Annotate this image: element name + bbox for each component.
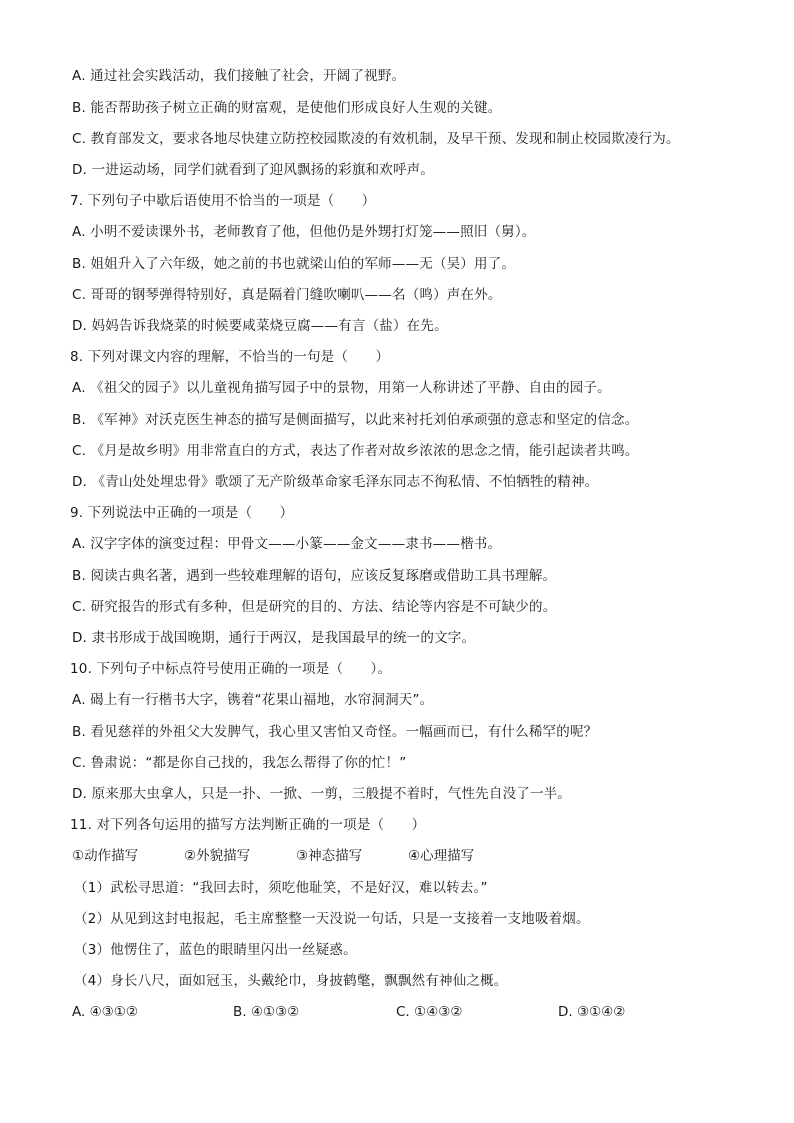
q7-option-d: D. 妈妈告诉我烧菜的时候要咸菜烧豆腐——有言（盐）在先。 bbox=[72, 318, 448, 334]
q6-option-b: B. 能否帮助孩子树立正确的财富观，是使他们形成良好人生观的关键。 bbox=[72, 100, 502, 116]
q9-option-a: A. 汉字字体的演变过程：甲骨文——小篆——金文——隶书——楷书。 bbox=[72, 536, 502, 552]
q11-stem: 11. 对下列各句运用的描写方法判断正确的一项是（ ） bbox=[70, 817, 426, 833]
q10-option-c: C. 鲁肃说：“都是你自己找的，我怎么帮得了你的忙！” bbox=[72, 755, 407, 771]
q11-sentence-1: （1）武松寻思道：“我回去时，须吃他耻笑，不是好汉，难以转去。” bbox=[74, 880, 488, 896]
q6-option-c: C. 教育部发文，要求各地尽快建立防控校园欺凌的有效机制，及早干预、发现和制止校园欺凌行为。 bbox=[72, 131, 680, 147]
q8-option-b: B. 《军神》对沃克医生神态的描写是侧面描写，以此来衬托刘伯承顽强的意志和坚定的信念。 bbox=[72, 412, 639, 428]
q10-option-b: B. 看见慈祥的外祖父大发脾气，我心里又害怕又奇怪。一幅画而已，有什么稀罕的呢？ bbox=[72, 724, 598, 740]
q11-choice-a: A. ④③①② bbox=[72, 1004, 138, 1020]
q10-option-a: A. 碣上有一行楷书大字，镌着“花果山福地，水帘洞洞天”。 bbox=[72, 692, 434, 708]
q10-option-d: D. 原来那大虫拿人，只是一扑、一掀、一剪，三般提不着时，气性先自没了一半。 bbox=[72, 786, 572, 802]
q6-option-a: A. 通过社会实践活动，我们接触了社会，开阔了视野。 bbox=[72, 68, 406, 84]
q7-stem: 7. 下列句子中歇后语使用不恰当的一项是（ ） bbox=[70, 193, 376, 209]
q11-sentence-3: （3）他愣住了，蓝色的眼睛里闪出一丝疑惑。 bbox=[74, 942, 357, 958]
q8-option-c: C. 《月是故乡明》用非常直白的方式，表达了作者对故乡浓浓的思念之情，能引起读者共鸣。 bbox=[72, 443, 639, 459]
q7-option-b: B. 姐姐升入了六年级，她之前的书也就梁山伯的军师——无（吴）用了。 bbox=[72, 256, 516, 272]
q9-option-c: C. 研究报告的形式有多种，但是研究的目的、方法、结论等内容是不可缺少的。 bbox=[72, 599, 557, 615]
q7-option-a: A. 小明不爱读课外书，老师教育了他，但他仍是外甥打灯笼——照旧（舅）。 bbox=[72, 224, 536, 240]
q11-choice-d: D. ③①④② bbox=[558, 1004, 626, 1020]
q8-option-a: A. 《祖父的园子》以儿童视角描写园子中的景物，用第一人称讲述了平静、自由的园子。 bbox=[72, 380, 611, 396]
q9-option-d: D. 隶书形成于战国晚期，通行于两汉，是我国最早的统一的文字。 bbox=[72, 630, 476, 646]
q6-option-d: D. 一进运动场，同学们就看到了迎风飘扬的彩旗和欢呼声。 bbox=[72, 162, 435, 178]
q9-stem: 9. 下列说法中正确的一项是（ ） bbox=[70, 505, 294, 521]
q11-method-2: ②外貌描写 bbox=[184, 848, 251, 864]
q8-stem: 8. 下列对课文内容的理解，不恰当的一句是（ ） bbox=[70, 349, 390, 365]
q11-sentence-4: （4）身长八尺，面如冠玉，头戴纶巾，身披鹤氅，飘飘然有神仙之概。 bbox=[74, 973, 508, 989]
q11-method-3: ③神态描写 bbox=[296, 848, 363, 864]
q11-method-4: ④心理描写 bbox=[408, 848, 475, 864]
q7-option-c: C. 哥哥的钢琴弹得特别好，真是隔着门缝吹喇叭——名（鸣）声在外。 bbox=[72, 287, 502, 303]
q10-stem: 10. 下列句子中标点符号使用正确的一项是（ ）。 bbox=[70, 661, 392, 677]
q11-choice-b: B. ④①③② bbox=[233, 1004, 300, 1020]
q11-sentence-2: （2）从见到这封电报起，毛主席整整一天没说一句话，只是一支接着一支地吸着烟。 bbox=[74, 911, 590, 927]
q11-method-1: ①动作描写 bbox=[72, 848, 139, 864]
q9-option-b: B. 阅读古典名著，遇到一些较难理解的语句，应该反复琢磨或借助工具书理解。 bbox=[72, 568, 557, 584]
q8-option-d: D. 《青山处处埋忠骨》歌颂了无产阶级革命家毛泽东同志不徇私情、不怕牺牲的精神。 bbox=[72, 474, 599, 490]
q11-choice-c: C. ①④③② bbox=[396, 1004, 463, 1020]
